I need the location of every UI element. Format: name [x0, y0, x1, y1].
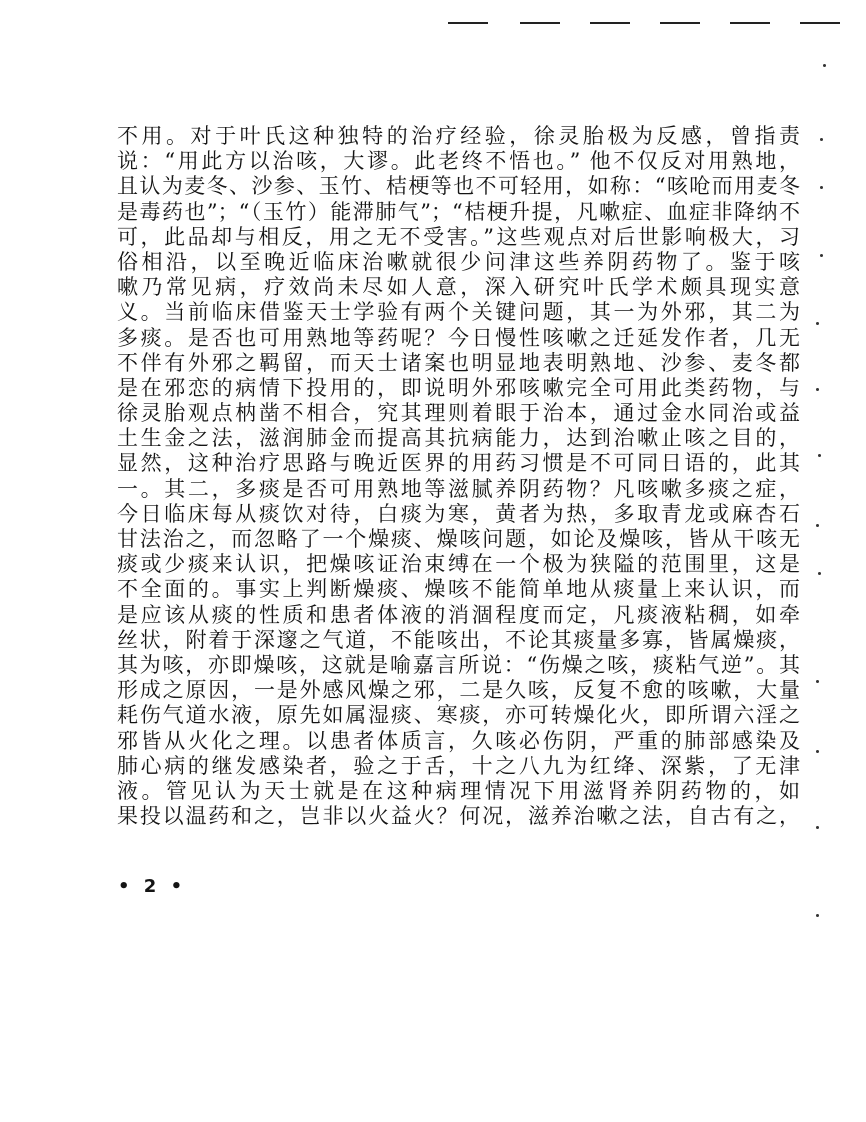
text-line: 丝状，附着于深邃之气道，不能咳出，不论其痰量多寡，皆属燥痰，: [117, 627, 800, 652]
scan-speck: [816, 914, 819, 917]
text-line: 嗽乃常见病，疗效尚未尽如人意，深入研究叶氏学术颇具现实意: [117, 275, 800, 300]
text-line: 说：“用此方以治咳，大谬。此老终不悟也。” 他不仅反对用熟地，: [117, 149, 800, 174]
scan-speck: [816, 524, 819, 527]
text-line: 痰或少痰来认识，把燥咳证治束缚在一个极为狭隘的范围里，这是: [117, 552, 800, 577]
scan-speck: [818, 454, 821, 457]
header-dash: [520, 22, 560, 24]
scan-speck: [818, 572, 821, 575]
text-line: 不全面的。事实上判断燥痰、燥咳不能简单地从痰量上来认识，而: [117, 577, 800, 602]
text-line: 可，此品却与相反，用之无不受害。”这些观点对后世影响极大，习: [117, 224, 800, 249]
text-line: 耗伤气道水液，原先如属湿痰、寒痰，亦可转燥化火，即所谓六淫之: [117, 703, 800, 728]
text-line: 其为咳，亦即燥咳，这就是喻嘉言所说：“伤燥之咳，痰粘气逆”。其: [117, 652, 800, 677]
text-line: 邪皆从火化之理。以患者体质言，久咳必伤阴，严重的肺部感染及: [117, 728, 800, 753]
scan-speck: [816, 322, 819, 325]
text-line: 是毒药也”；“（玉竹）能滞肺气”；“桔梗升提，凡嗽症、血症非降纳不: [117, 199, 800, 224]
header-dash: [800, 22, 840, 24]
text-line: 是在邪恋的病情下投用的，即说明外邪咳嗽完全可用此类药物，与: [117, 375, 800, 400]
scan-speck: [816, 826, 819, 829]
header-dash: [730, 22, 770, 24]
body-text: [117, 124, 800, 829]
text-line: 一。其二，多痰是否可用熟地等滋腻养阴药物？凡咳嗽多痰之症，: [117, 476, 800, 501]
text-line: 不用。对于叶氏这种独特的治疗经验，徐灵胎极为反感，曾指责: [117, 124, 800, 148]
header-dash: [660, 22, 700, 24]
text-line: 形成之原因，一是外感风燥之邪，二是久咳，反复不愈的咳嗽，大量: [117, 678, 800, 703]
text-line: 徐灵胎观点枘凿不相合，究其理则着眼于治本，通过金水同治或益: [117, 401, 800, 426]
text-line: 义。当前临床借鉴天士学验有两个关键问题，其一为外邪，其二为: [117, 300, 800, 325]
scan-speck: [816, 388, 819, 391]
scan-speck: [816, 750, 819, 753]
scan-speck: [820, 186, 823, 189]
scan-speck: [820, 138, 823, 141]
text-line: 不伴有外邪之羁留，而天士诸案也明显地表明熟地、沙参、麦冬都: [117, 350, 800, 375]
scan-speck: [820, 254, 823, 257]
header-dash: [448, 22, 488, 24]
text-line: 今日临床每从痰饮对待，白痰为寒，黄者为热，多取青龙或麻杏石: [117, 501, 800, 526]
text-line: 土生金之法，滋润肺金而提高其抗病能力，达到治嗽止咳之目的，: [117, 426, 800, 451]
text-line: 甘法治之，而忽略了一个燥痰、燥咳问题，如论及燥咳，皆从干咳无: [117, 527, 800, 551]
header-dash: [590, 22, 630, 24]
text-line: 肺心病的继发感染者，验之于舌，十之八九为红绛、深紫，了无津: [117, 753, 800, 778]
text-line: 俗相沿，以至晚近临床治嗽就很少问津这些养阴药物了。鉴于咳: [117, 249, 800, 274]
text-line: 是应该从痰的性质和患者体液的消涸程度而定，凡痰液粘稠，如牵: [117, 602, 800, 627]
text-line: 显然，这种治疗思路与晚近医界的用药习惯是不可同日语的，此其: [117, 451, 800, 476]
scan-speck: [816, 680, 819, 683]
text-line: 果投以温药和之，岂非以火益火？何况，滋养治嗽之法，自古有之，: [117, 804, 800, 829]
text-line: 且认为麦冬、沙参、玉竹、桔梗等也不可轻用，如称：“咳呛而用麦冬: [117, 174, 800, 199]
text-line: 液。管见认为天士就是在这种病理情况下用滋肾养阴药物的，如: [117, 778, 800, 803]
scan-speck: [823, 64, 826, 67]
text-line: 多痰。是否也可用熟地等药呢？今日慢性咳嗽之迁延发作者，几无: [117, 325, 800, 350]
page-number: • 2 •: [118, 876, 187, 897]
